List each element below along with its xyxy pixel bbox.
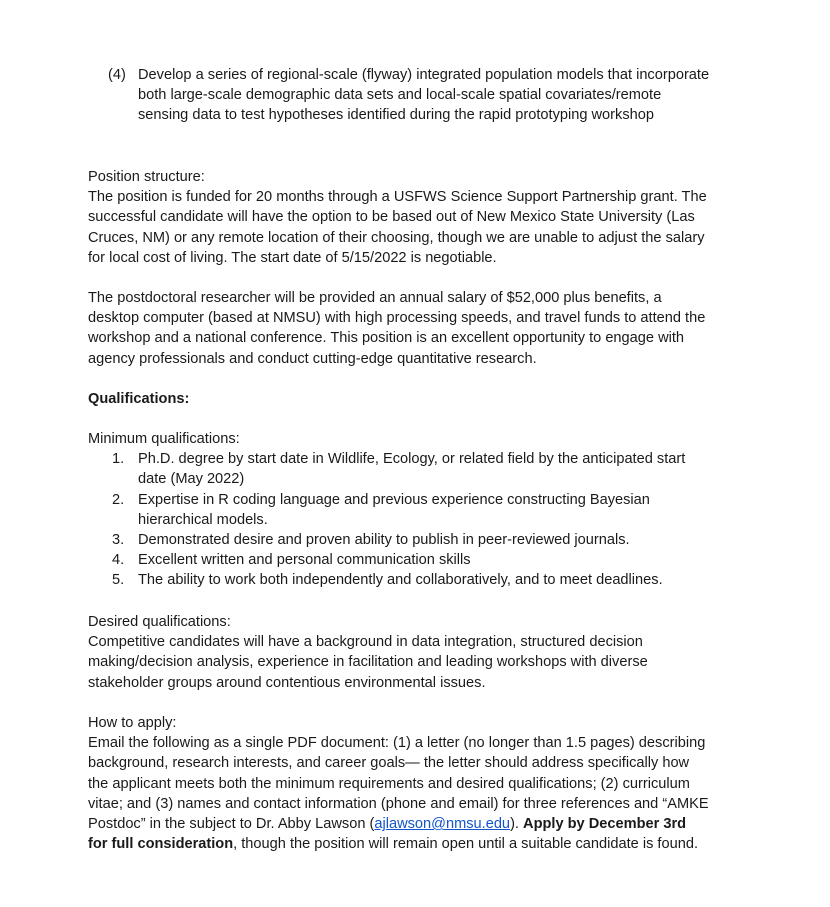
paragraph-line: background, research interests, and career goals— the letter should address specifically how (88, 755, 690, 772)
list-number: 5. (112, 572, 125, 589)
objective-line: sensing data to test hypotheses identified during the rapid prototyping workshop (138, 107, 654, 124)
subsection-heading: Desired qualifications: (88, 614, 231, 630)
list-text: Expertise in R coding language and previous experience constructing Bayesian (138, 491, 650, 508)
objective-4 (88, 65, 748, 126)
paragraph-line (88, 814, 748, 834)
text-span: , though the position will remain open until a suitable candidate is found. (233, 836, 699, 853)
section-heading: Position structure: (88, 169, 205, 185)
deadline-bold-text: for full consideration (88, 836, 234, 853)
paragraph-line: workshop and a national conference. This position is an excellent opportunity to engage with (88, 330, 685, 347)
list-item (88, 570, 748, 590)
paragraph-line: The position is funded for 20 months through a USFWS Science Support Partnership grant. The (88, 189, 707, 206)
desired-qualifications-section (88, 612, 748, 693)
paragraph-line: successful candidate will have the option to be based out of New Mexico State University (Las (88, 209, 695, 226)
paragraph-line: stakeholder groups around contentious environmental issues. (88, 674, 486, 691)
list-number: 3. (112, 532, 125, 549)
section-heading: How to apply: (88, 715, 177, 731)
list-item (88, 550, 748, 570)
email-link[interactable]: ajlawson@nmsu.edu (374, 816, 511, 833)
deadline-bold-text: Apply by December 3rd (523, 816, 687, 833)
list-item (88, 449, 748, 489)
compensation-paragraph (88, 288, 748, 369)
list-number: 2. (112, 491, 125, 508)
paragraph-line: desktop computer (based at NMSU) with high processing speeds, and travel funds to attend the (88, 310, 706, 327)
objective-number: (4) (108, 67, 126, 83)
list-item (88, 530, 748, 550)
paragraph-line: Email the following as a single PDF document: (1) a letter (no longer than 1.5 pages) describing (88, 735, 706, 752)
paragraph-line: Cruces, NM) or any remote location of their choosing, though we are unable to adjust the salary (88, 229, 705, 246)
qualifications-heading: Qualifications: (88, 391, 190, 407)
paragraph-line: for local cost of living. The start date of 5/15/2022 is negotiable. (88, 249, 497, 266)
list-number: 1. (112, 451, 125, 468)
position-structure-section (88, 167, 748, 268)
list-text: hierarchical models. (138, 511, 268, 528)
paragraph-line: vitae; and (3) names and contact information (phone and email) for three references and “AMKE (88, 795, 709, 812)
paragraph-line: Competitive candidates will have a background in data integration, structured decision (88, 634, 643, 651)
list-text: Demonstrated desire and proven ability to publish in peer-reviewed journals. (138, 532, 630, 549)
list-text: Ph.D. degree by start date in Wildlife, Ecology, or related field by the anticipated start (138, 451, 686, 468)
how-to-apply-section (88, 713, 748, 854)
paragraph-line: the applicant meets both the minimum requirements and desired qualifications; (2) curriculum (88, 775, 690, 792)
list-text: date (May 2022) (138, 471, 245, 488)
paragraph-line: making/decision analysis, experience in facilitation and leading workshops with diverse (88, 654, 648, 671)
objective-line: both large-scale demographic data sets and local-scale spatial covariates/remote (138, 87, 662, 104)
text-span: Postdoc” in the subject to Dr. Abby Lawson ( (88, 816, 375, 833)
list-item (88, 490, 748, 530)
text-span: ). (510, 816, 524, 833)
paragraph-line (88, 834, 748, 854)
objective-line: Develop a series of regional-scale (flyway) integrated population models that incorporate (138, 67, 710, 83)
subsection-heading: Minimum qualifications: (88, 431, 240, 447)
paragraph-line: The postdoctoral researcher will be provided an annual salary of $52,000 plus benefits, a (88, 290, 662, 306)
minimum-qualifications-section (88, 429, 748, 591)
list-text: The ability to work both independently and collaboratively, and to meet deadlines. (138, 572, 663, 589)
list-number: 4. (112, 552, 125, 569)
list-text: Excellent written and personal communication skills (138, 552, 471, 569)
paragraph-line: agency professionals and conduct cutting-edge quantitative research. (88, 350, 537, 367)
